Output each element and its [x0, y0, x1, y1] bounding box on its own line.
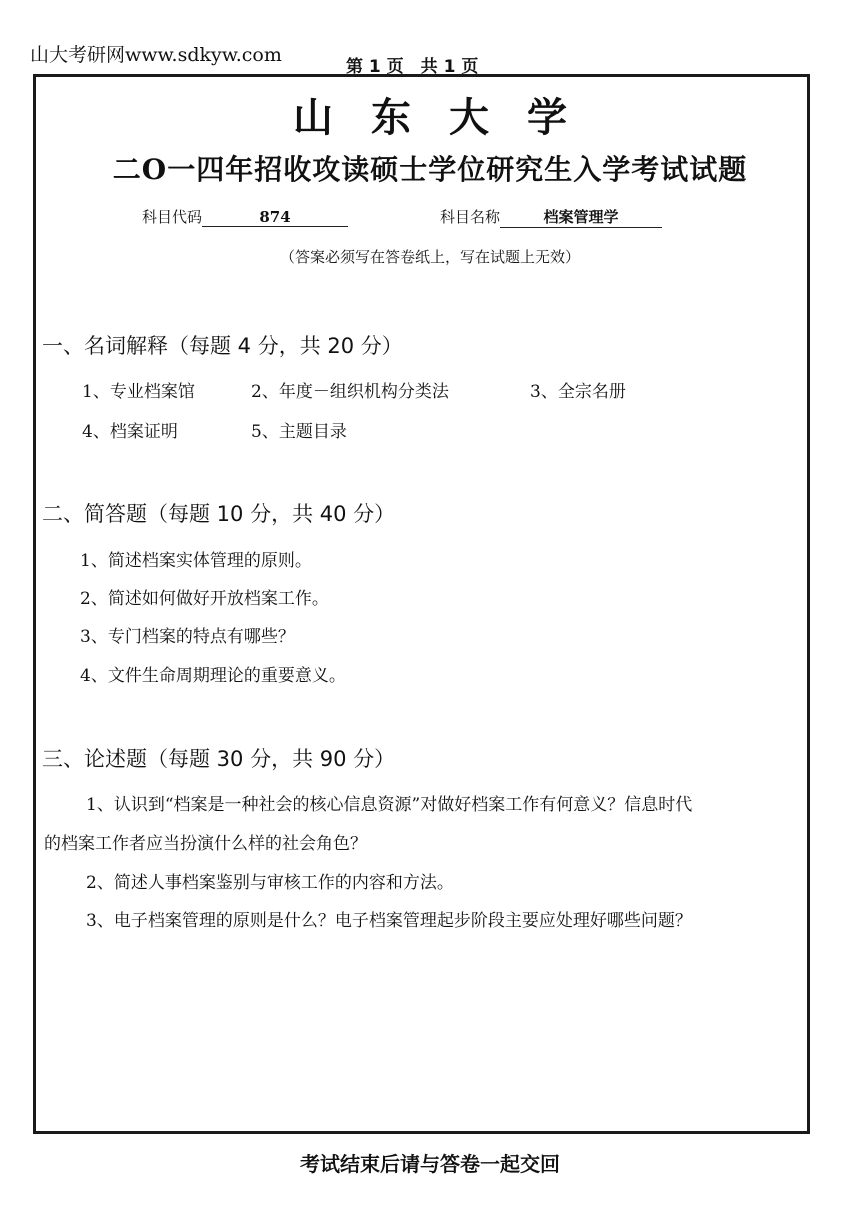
watermark-text: 山大考研网www.sdkyw.com: [30, 44, 282, 66]
question-item: 3、全宗名册: [530, 382, 626, 402]
answer-instruction: （答案必须写在答卷纸上，写在试题上无效）: [279, 248, 580, 266]
subject-code-row: [142, 206, 348, 227]
subject-code-label: 科目代码: [142, 208, 203, 226]
section-heading: 三、论述题（每题 30 分，共 90 分）: [42, 747, 396, 771]
question-item: 4、档案证明: [82, 422, 178, 442]
question-item: 1、简述档案实体管理的原则。: [80, 551, 312, 571]
question-item-continued: 的档案工作者应当扮演什么样的社会角色？: [44, 834, 367, 854]
page-info: 第 1 页 共 1 页: [346, 57, 479, 77]
section-heading: 二、简答题（每题 10 分，共 40 分）: [42, 502, 396, 526]
question-item: 1、专业档案馆: [82, 382, 195, 402]
subject-name-label: 科目名称: [440, 208, 501, 226]
question-item: 2、简述人事档案鉴别与审核工作的内容和方法。: [86, 873, 454, 893]
question-item: 2、年度－组织机构分类法: [251, 382, 449, 402]
question-item: 5、主题目录: [251, 422, 347, 442]
exam-title: 二O一四年招收攻读硕士学位研究生入学考试试题: [112, 153, 748, 186]
footer-note: 考试结束后请与答卷一起交回: [300, 1152, 560, 1176]
question-item: 3、专门档案的特点有哪些？: [80, 627, 295, 647]
subject-code-value: 874: [202, 208, 348, 227]
subject-name-row: [440, 206, 662, 228]
question-item: 1、认识到“档案是一种社会的核心信息资源”对做好档案工作有何意义？信息时代: [86, 795, 693, 815]
question-item: 2、简述如何做好开放档案工作。: [80, 589, 329, 609]
question-item: 3、电子档案管理的原则是什么？电子档案管理起步阶段主要应处理好哪些问题？: [86, 911, 692, 931]
question-item: 4、文件生命周期理论的重要意义。: [80, 666, 346, 686]
university-title: 山东大学: [293, 94, 605, 141]
section-heading: 一、名词解释（每题 4 分，共 20 分）: [42, 334, 403, 358]
subject-name-value: 档案管理学: [500, 206, 662, 228]
